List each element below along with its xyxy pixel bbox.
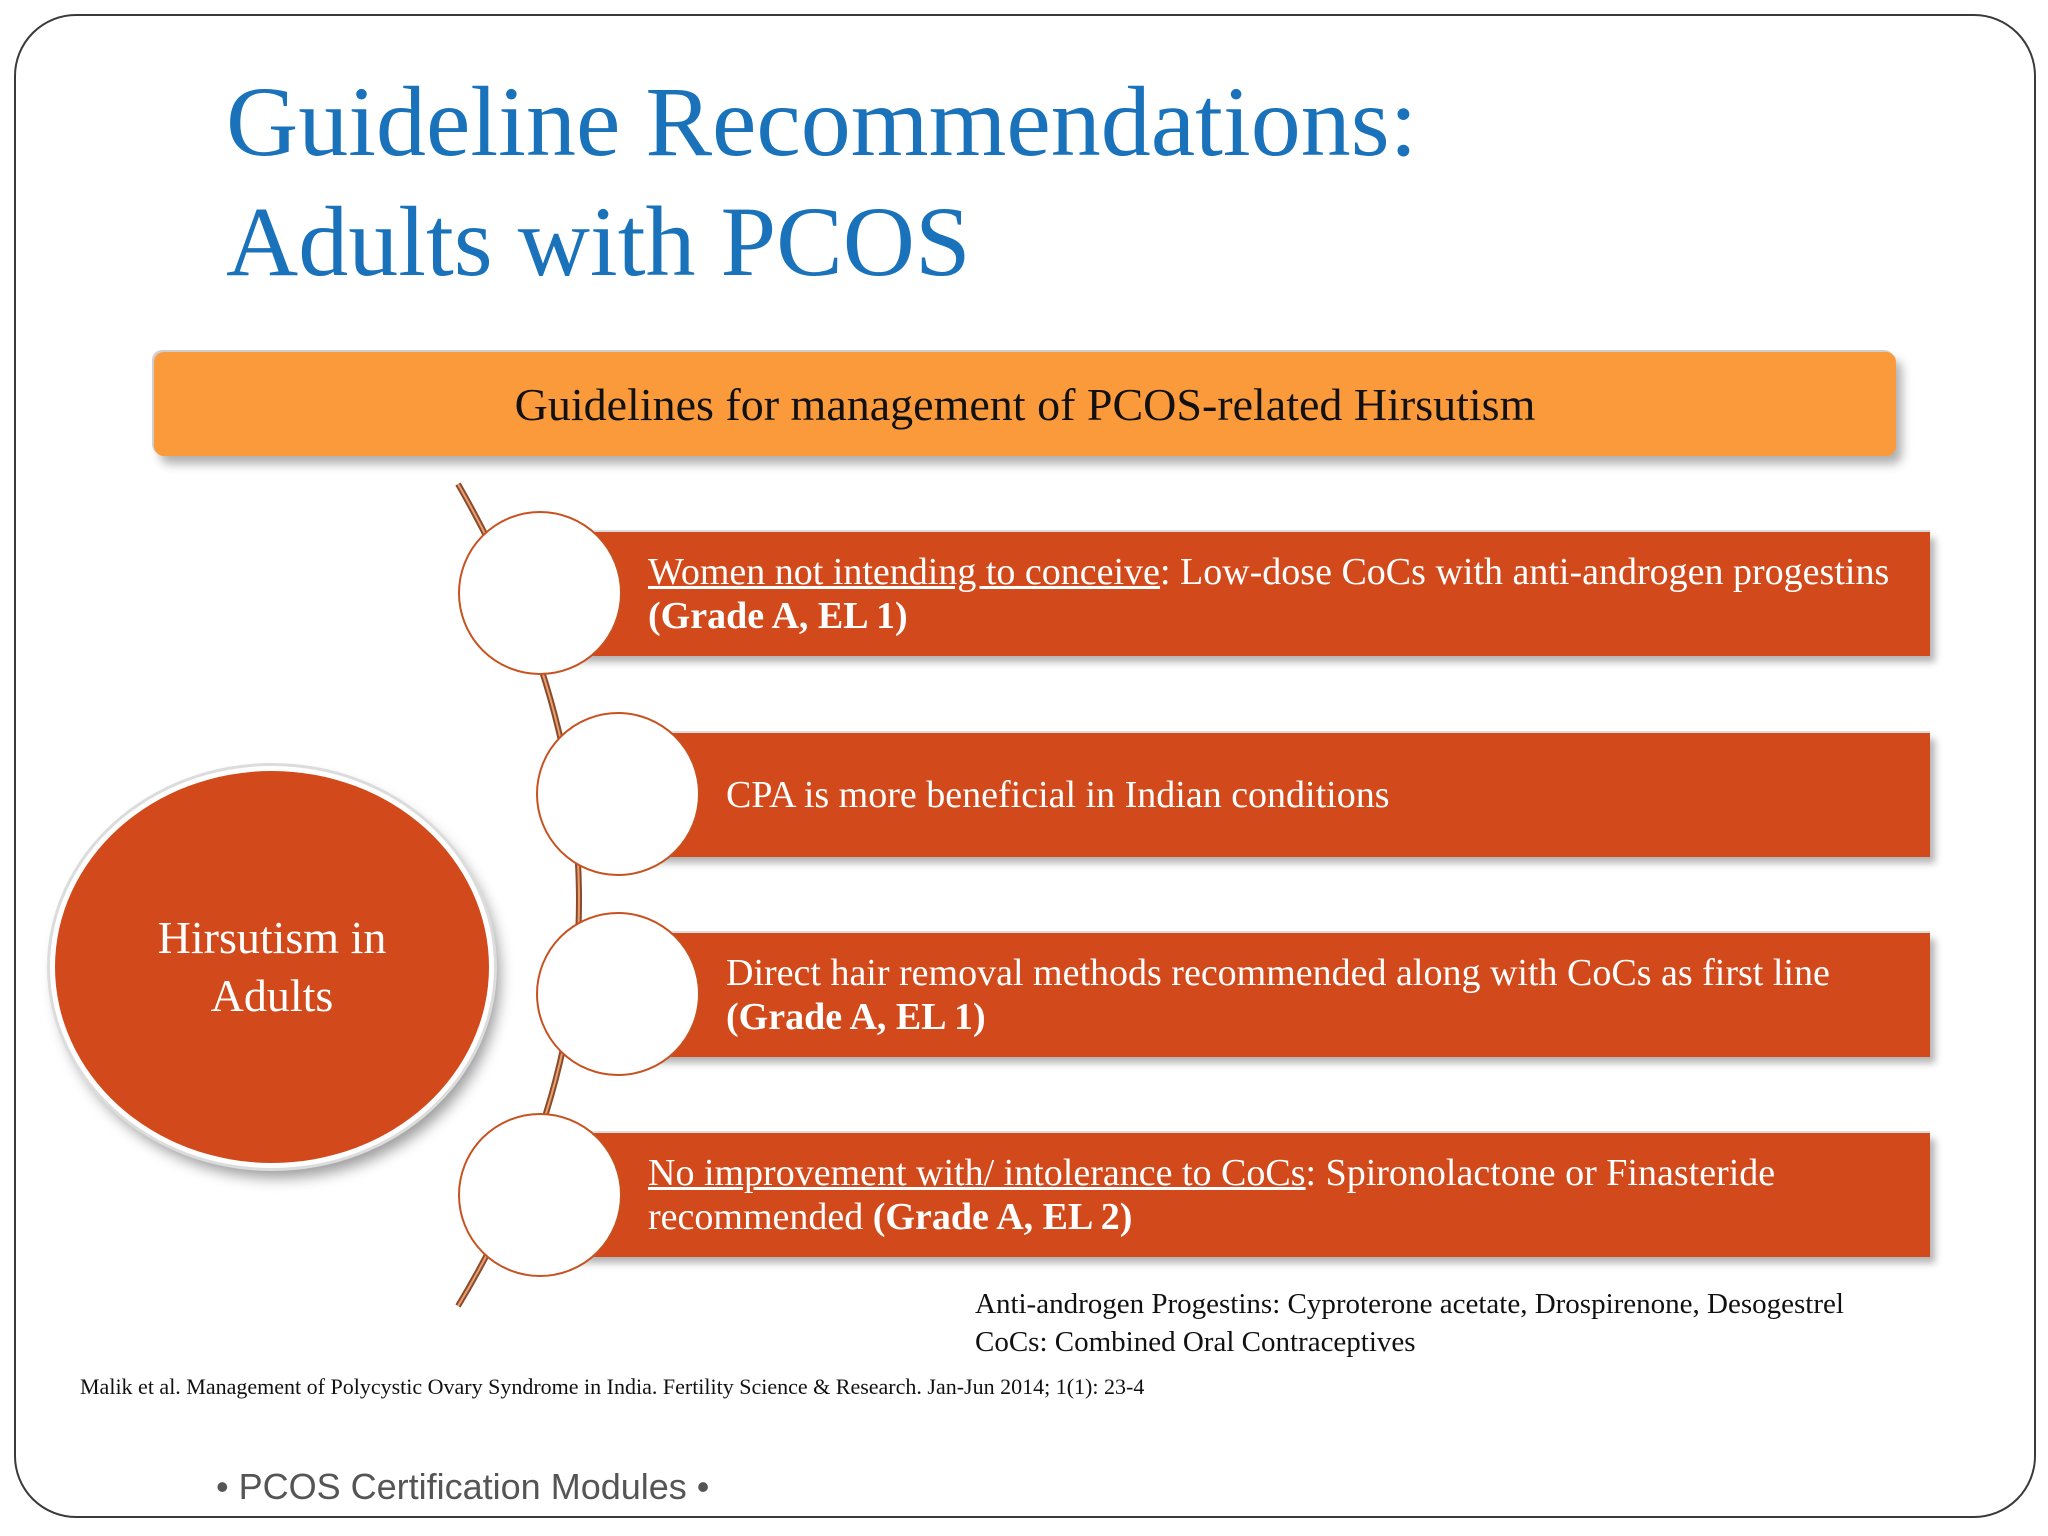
title-line-2: Adults with PCOS — [226, 186, 971, 297]
center-circle — [50, 766, 494, 1168]
recommendation-1 — [560, 532, 1930, 656]
center-line-1: Hirsutism in — [157, 912, 387, 963]
rec-2-text: CPA is more beneficial in Indian conditions — [726, 774, 1390, 816]
recommendation-3 — [636, 933, 1930, 1057]
center-line-2: Adults — [210, 970, 334, 1021]
rec-4-text: : Spironolactone or Finasteride recommended — [648, 1152, 1776, 1238]
rec-1-text: : Low-dose CoCs with anti-androgen progestins — [1159, 551, 1890, 593]
recommendation-4 — [560, 1133, 1930, 1257]
citation: Malik et al. Management of Polycystic Ovary Syndrome in India. Fertility Science & Research. Jan-Jun 2014; 1(1): 23-4 — [80, 1374, 1145, 1399]
rec-3-text: Direct hair removal methods recommended along with CoCs as first line — [726, 952, 1830, 994]
rec-3-grade: (Grade A, EL 1) — [726, 996, 986, 1038]
footer-text: • PCOS Certification Modules • — [216, 1466, 710, 1507]
title-line-1: Guideline Recommendations: — [226, 66, 1418, 177]
bullet-circle-2 — [536, 712, 700, 876]
bullet-circle-1 — [458, 511, 622, 675]
banner-text: Guidelines for management of PCOS-related Hirsutism — [514, 378, 1536, 430]
note-line-2: CoCs: Combined Oral Contraceptives — [975, 1326, 1416, 1358]
rec-1-underlined: Women not intending to conceive — [648, 551, 1160, 593]
recommendation-2 — [636, 733, 1930, 857]
note-line-1: Anti-androgen Progestins: Cyproterone acetate, Drospirenone, Desogestrel — [975, 1288, 1844, 1320]
bullet-circle-4 — [458, 1113, 622, 1277]
rec-4-underlined: No improvement with/ intolerance to CoCs — [648, 1152, 1306, 1194]
abbreviation-note — [975, 1285, 1844, 1361]
bullet-circle-3 — [536, 912, 700, 1076]
rec-1-grade: (Grade A, EL 1) — [648, 595, 908, 637]
rec-4-grade: (Grade A, EL 2) — [872, 1196, 1133, 1238]
